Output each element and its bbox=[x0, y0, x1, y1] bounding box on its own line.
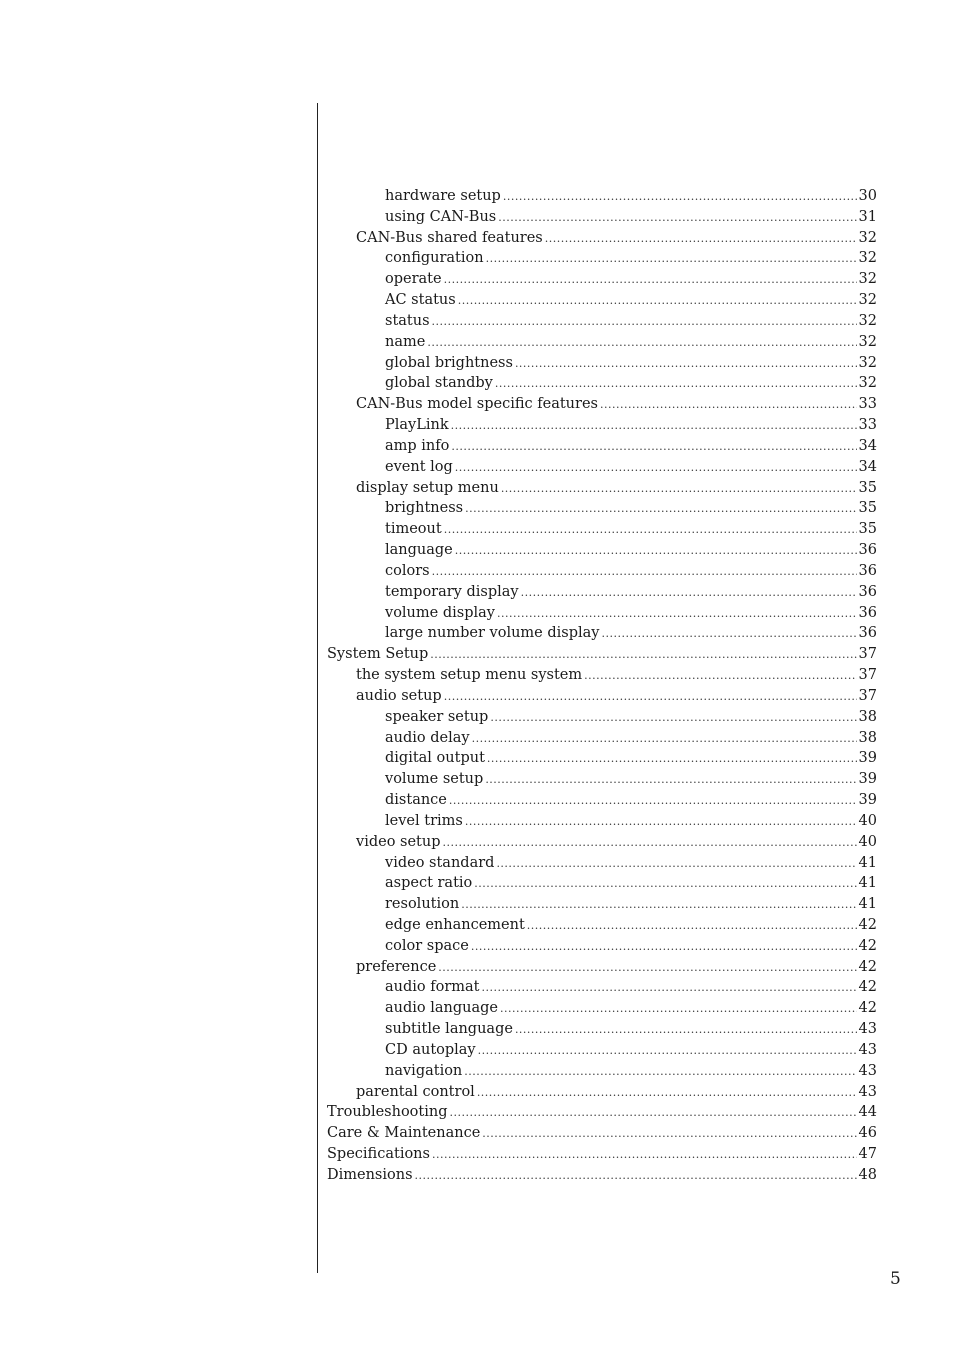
toc-entry-page: 32 bbox=[858, 375, 877, 392]
toc-entry[interactable] bbox=[327, 248, 877, 269]
toc-entry[interactable] bbox=[327, 311, 877, 332]
toc-entry[interactable] bbox=[327, 853, 877, 874]
toc-entry-page: 41 bbox=[858, 854, 877, 871]
toc-entry-label: audio delay bbox=[385, 729, 470, 746]
dot-leader bbox=[477, 1083, 857, 1103]
dot-leader bbox=[601, 624, 856, 644]
toc-entry-page: 42 bbox=[858, 979, 877, 996]
toc-entry-page: 47 bbox=[858, 1146, 877, 1163]
toc-entry[interactable] bbox=[327, 873, 877, 894]
toc-entry-label: brightness bbox=[385, 500, 464, 517]
toc-entry-page: 36 bbox=[858, 604, 877, 621]
toc-entry[interactable] bbox=[327, 394, 877, 415]
toc-entry[interactable] bbox=[327, 1123, 877, 1144]
toc-entry-label: digital output bbox=[385, 750, 485, 767]
toc-entry-page: 37 bbox=[858, 687, 877, 704]
dot-leader bbox=[503, 187, 857, 207]
toc-entry-label: PlayLink bbox=[385, 417, 449, 434]
dot-leader bbox=[451, 416, 857, 436]
toc-entry-label: using CAN-Bus bbox=[385, 208, 497, 225]
dot-leader bbox=[427, 333, 856, 353]
toc-entry-label: CAN-Bus model specific features bbox=[356, 396, 598, 413]
toc-entry[interactable] bbox=[327, 936, 877, 957]
dot-leader bbox=[458, 291, 857, 311]
toc-entry[interactable] bbox=[327, 1165, 877, 1186]
toc-entry[interactable] bbox=[327, 582, 877, 603]
toc-entry-page: 42 bbox=[858, 1000, 877, 1017]
toc-entry-page: 33 bbox=[858, 417, 877, 434]
toc-entry[interactable] bbox=[327, 603, 877, 624]
toc-entry-page: 32 bbox=[858, 354, 877, 371]
toc-entry-label: video setup bbox=[356, 833, 441, 850]
dot-leader bbox=[495, 374, 857, 394]
dot-leader bbox=[482, 978, 857, 998]
toc-entry-page: 39 bbox=[858, 750, 877, 767]
toc-entry[interactable] bbox=[327, 353, 877, 374]
toc-entry[interactable] bbox=[327, 415, 877, 436]
toc-entry-page: 36 bbox=[858, 542, 877, 559]
dot-leader bbox=[486, 249, 857, 269]
toc-entry[interactable] bbox=[327, 644, 877, 665]
dot-leader bbox=[515, 354, 857, 374]
toc-entry-label: volume display bbox=[385, 604, 495, 621]
toc-entry-label: timeout bbox=[385, 521, 442, 538]
toc-entry[interactable] bbox=[327, 228, 877, 249]
dot-leader bbox=[432, 1145, 857, 1165]
toc-entry-label: color space bbox=[385, 937, 469, 954]
dot-leader bbox=[464, 1062, 856, 1082]
dot-leader bbox=[432, 562, 857, 582]
dot-leader bbox=[600, 395, 857, 415]
toc-entry[interactable] bbox=[327, 1102, 877, 1123]
toc-entry-page: 44 bbox=[858, 1104, 877, 1121]
toc-entry[interactable] bbox=[327, 519, 877, 540]
toc-entry[interactable] bbox=[327, 1144, 877, 1165]
toc-entry-page: 32 bbox=[858, 333, 877, 350]
toc-entry-page: 37 bbox=[858, 646, 877, 663]
toc-entry-label: audio setup bbox=[356, 687, 442, 704]
toc-entry[interactable] bbox=[327, 728, 877, 749]
toc-entry-page: 34 bbox=[858, 458, 877, 475]
dot-leader bbox=[487, 749, 857, 769]
dot-leader bbox=[515, 1020, 857, 1040]
dot-leader bbox=[478, 1041, 857, 1061]
toc-entry-label: System Setup bbox=[327, 646, 429, 663]
toc-entry-page: 36 bbox=[858, 583, 877, 600]
toc-entry[interactable] bbox=[327, 478, 877, 499]
toc-entry[interactable] bbox=[327, 457, 877, 478]
toc-entry-page: 41 bbox=[858, 875, 877, 892]
dot-leader bbox=[497, 604, 857, 624]
toc-entry-label: CD autoplay bbox=[385, 1041, 476, 1058]
toc-entry[interactable] bbox=[327, 540, 877, 561]
toc-entry[interactable] bbox=[327, 186, 877, 207]
toc-entry[interactable] bbox=[327, 894, 877, 915]
toc-entry-label: event log bbox=[385, 458, 453, 475]
toc-entry-label: CAN-Bus shared features bbox=[356, 229, 543, 246]
toc-entry[interactable] bbox=[327, 665, 877, 686]
toc-entry-page: 43 bbox=[858, 1083, 877, 1100]
toc-entry-page: 35 bbox=[858, 521, 877, 538]
toc-entry-page: 39 bbox=[858, 792, 877, 809]
dot-leader bbox=[472, 729, 857, 749]
dot-leader bbox=[490, 708, 856, 728]
dot-leader bbox=[432, 312, 857, 332]
toc-entry-page: 40 bbox=[858, 812, 877, 829]
toc-entry[interactable] bbox=[327, 207, 877, 228]
toc-entry-label: amp info bbox=[385, 437, 450, 454]
toc-entry-page: 42 bbox=[858, 958, 877, 975]
toc-entry-page: 32 bbox=[858, 271, 877, 288]
toc-entry-page: 38 bbox=[858, 729, 877, 746]
toc-entry-page: 35 bbox=[858, 500, 877, 517]
toc-entry[interactable] bbox=[327, 957, 877, 978]
toc-entry[interactable] bbox=[327, 623, 877, 644]
toc-entry-label: distance bbox=[385, 792, 447, 809]
toc-entry[interactable] bbox=[327, 1082, 877, 1103]
dot-leader bbox=[521, 583, 857, 603]
toc-entry-page: 32 bbox=[858, 229, 877, 246]
toc-entry-label: hardware setup bbox=[385, 188, 501, 204]
toc-entry-label: edge enhancement bbox=[385, 916, 525, 933]
toc-entry-label: language bbox=[385, 542, 453, 559]
toc-entry-page: 46 bbox=[858, 1125, 877, 1142]
toc-entry-label: video standard bbox=[385, 854, 495, 871]
dot-leader bbox=[474, 874, 856, 894]
dot-leader bbox=[545, 229, 857, 249]
toc-entry-page: 36 bbox=[858, 625, 877, 642]
toc-entry-label: resolution bbox=[385, 896, 460, 913]
dot-leader bbox=[430, 645, 856, 665]
toc-entry[interactable] bbox=[327, 748, 877, 769]
dot-leader bbox=[471, 937, 857, 957]
toc-entry-label: Care & Maintenance bbox=[327, 1125, 481, 1142]
dot-leader bbox=[465, 812, 857, 832]
dot-leader bbox=[455, 458, 857, 478]
toc-entry-page: 31 bbox=[858, 208, 877, 225]
dot-leader bbox=[451, 437, 856, 457]
toc-entry-page: 43 bbox=[858, 1062, 877, 1079]
toc-entry[interactable] bbox=[327, 686, 877, 707]
toc-entry-page: 48 bbox=[858, 1166, 877, 1183]
toc-entry-label: audio format bbox=[385, 979, 480, 996]
toc-entry-label: subtitle language bbox=[385, 1021, 513, 1038]
toc-entry-label: Troubleshooting bbox=[327, 1104, 448, 1121]
toc-entry-page: 40 bbox=[858, 833, 877, 850]
toc-entry-page: 39 bbox=[858, 771, 877, 788]
toc-entry-page: 35 bbox=[858, 479, 877, 496]
toc-entry[interactable] bbox=[327, 332, 877, 353]
toc-entry-page: 34 bbox=[858, 437, 877, 454]
toc-entry-label: configuration bbox=[385, 250, 484, 267]
dot-leader bbox=[527, 916, 857, 936]
toc-entry[interactable] bbox=[327, 915, 877, 936]
toc-entry-label: global brightness bbox=[385, 354, 513, 371]
vertical-divider-rule bbox=[317, 103, 318, 1273]
dot-leader bbox=[450, 1103, 857, 1123]
toc-entry-page: 36 bbox=[858, 562, 877, 579]
toc-entry[interactable] bbox=[327, 498, 877, 519]
dot-leader bbox=[498, 208, 856, 228]
dot-leader bbox=[485, 770, 856, 790]
toc-entry-label: temporary display bbox=[385, 583, 519, 600]
dot-leader bbox=[465, 499, 856, 519]
dot-leader bbox=[415, 1166, 857, 1186]
toc-entry-page: 32 bbox=[858, 292, 877, 309]
toc-entry-label: parental control bbox=[356, 1083, 475, 1100]
toc-entry[interactable] bbox=[327, 561, 877, 582]
toc-entry-label: status bbox=[385, 312, 430, 329]
toc-entry-page: 30 bbox=[858, 188, 877, 204]
toc-entry-label: AC status bbox=[385, 292, 456, 309]
dot-leader bbox=[496, 854, 856, 874]
toc-entry[interactable] bbox=[327, 977, 877, 998]
dot-leader bbox=[500, 999, 857, 1019]
dot-leader bbox=[501, 479, 857, 499]
dot-leader bbox=[444, 520, 857, 540]
toc-entry-label: operate bbox=[385, 271, 442, 288]
dot-leader bbox=[461, 895, 856, 915]
toc-entry-label: Specifications bbox=[327, 1146, 430, 1163]
toc-entry-label: the system setup menu system bbox=[356, 667, 583, 684]
toc-entry[interactable] bbox=[327, 290, 877, 311]
toc-entry-page: 42 bbox=[858, 937, 877, 954]
toc-entry-label: Dimensions bbox=[327, 1166, 413, 1183]
toc-entry-label: global standby bbox=[385, 375, 493, 392]
toc-entry-label: level trims bbox=[385, 812, 463, 829]
toc-entry[interactable] bbox=[327, 790, 877, 811]
toc-entry[interactable] bbox=[327, 832, 877, 853]
toc-entry[interactable] bbox=[327, 1019, 877, 1040]
dot-leader bbox=[444, 270, 857, 290]
toc-entry-page: 41 bbox=[858, 896, 877, 913]
dot-leader bbox=[455, 541, 857, 561]
toc-entry-page: 38 bbox=[858, 708, 877, 725]
dot-leader bbox=[444, 687, 857, 707]
page-number: 5 bbox=[890, 1269, 901, 1289]
toc-entry[interactable] bbox=[327, 811, 877, 832]
toc-entry[interactable] bbox=[327, 769, 877, 790]
toc-entry-label: large number volume display bbox=[385, 625, 600, 642]
dot-leader bbox=[584, 666, 856, 686]
toc-entry-label: audio language bbox=[385, 1000, 498, 1017]
toc-entry-label: navigation bbox=[385, 1062, 463, 1079]
toc-entry[interactable] bbox=[327, 1040, 877, 1061]
toc-entry[interactable] bbox=[327, 707, 877, 728]
dot-leader bbox=[449, 791, 857, 811]
toc-entry[interactable] bbox=[327, 269, 877, 290]
toc-entry-label: speaker setup bbox=[385, 708, 489, 725]
table-of-contents bbox=[327, 186, 877, 1186]
dot-leader bbox=[438, 958, 856, 978]
toc-entry-page: 43 bbox=[858, 1021, 877, 1038]
toc-entry-page: 33 bbox=[858, 396, 877, 413]
toc-entry-page: 32 bbox=[858, 250, 877, 267]
toc-entry-label: name bbox=[385, 333, 426, 350]
toc-entry-label: volume setup bbox=[385, 771, 484, 788]
dot-leader bbox=[482, 1124, 856, 1144]
dot-leader bbox=[443, 833, 857, 853]
toc-entry-page: 42 bbox=[858, 916, 877, 933]
toc-entry-label: display setup menu bbox=[356, 479, 499, 496]
toc-entry-page: 43 bbox=[858, 1041, 877, 1058]
toc-entry[interactable] bbox=[327, 1061, 877, 1082]
toc-entry-page: 32 bbox=[858, 312, 877, 329]
toc-entry-label: preference bbox=[356, 958, 437, 975]
toc-entry[interactable] bbox=[327, 998, 877, 1019]
toc-entry-page: 37 bbox=[858, 667, 877, 684]
toc-entry[interactable] bbox=[327, 373, 877, 394]
toc-entry-label: aspect ratio bbox=[385, 875, 473, 892]
toc-entry-label: colors bbox=[385, 562, 430, 579]
toc-entry[interactable] bbox=[327, 436, 877, 457]
